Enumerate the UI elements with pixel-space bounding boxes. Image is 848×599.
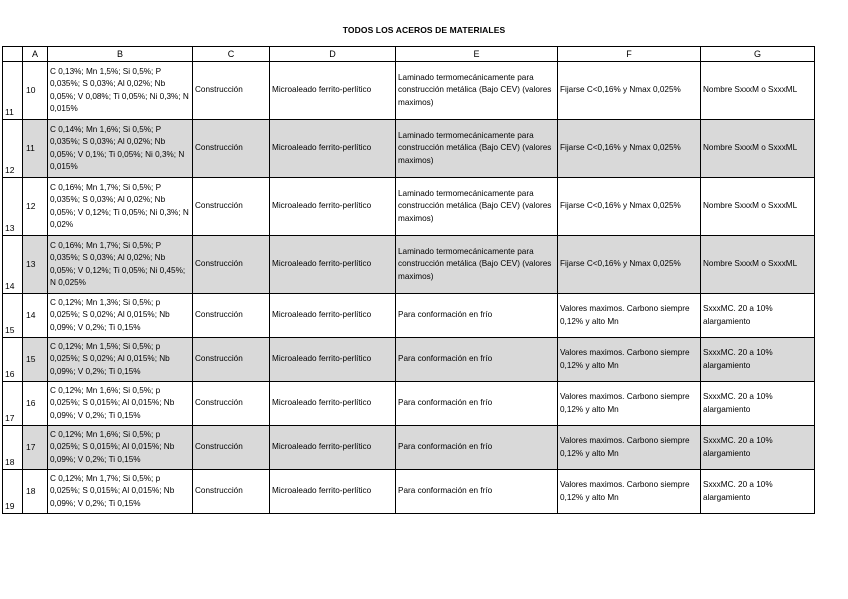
cell-c[interactable]: Construcción bbox=[193, 382, 270, 426]
table-row bbox=[3, 294, 815, 338]
cell-a[interactable]: 11 bbox=[23, 120, 48, 178]
cell-f[interactable]: Fijarse C<0,16% y Nmax 0,025% bbox=[558, 62, 701, 120]
cell-g[interactable]: SxxxMC. 20 a 10% alargamiento bbox=[701, 382, 815, 426]
column-header-e[interactable]: E bbox=[396, 47, 558, 62]
row-number[interactable]: 19 bbox=[3, 470, 23, 514]
cell-f[interactable]: Valores maximos. Carbono siempre 0,12% y alto Mn bbox=[558, 426, 701, 470]
cell-g[interactable]: Nombre SxxxM o SxxxML bbox=[701, 120, 815, 178]
cell-d[interactable]: Microaleado ferrito-perlítico bbox=[270, 338, 396, 382]
cell-d[interactable]: Microaleado ferrito-perlítico bbox=[270, 470, 396, 514]
cell-e[interactable]: Para conformación en frío bbox=[396, 294, 558, 338]
column-header-row bbox=[3, 47, 815, 62]
cell-e[interactable]: Para conformación en frío bbox=[396, 470, 558, 514]
column-header-a[interactable]: A bbox=[23, 47, 48, 62]
row-number[interactable]: 13 bbox=[3, 178, 23, 236]
cell-f[interactable]: Valores maximos. Carbono siempre 0,12% y alto Mn bbox=[558, 470, 701, 514]
cell-d[interactable]: Microaleado ferrito-perlítico bbox=[270, 382, 396, 426]
cell-b[interactable]: C 0,12%; Mn 1,7%; Si 0,5%; p 0,025%; S 0,015%; Al 0,015%; Nb 0,09%; V 0,2%; Ti 0,15% bbox=[48, 470, 193, 514]
cell-g[interactable]: SxxxMC. 20 a 10% alargamiento bbox=[701, 470, 815, 514]
cell-a[interactable]: 12 bbox=[23, 178, 48, 236]
cell-d[interactable]: Microaleado ferrito-perlítico bbox=[270, 426, 396, 470]
cell-g[interactable]: Nombre SxxxM o SxxxML bbox=[701, 236, 815, 294]
materials-table bbox=[2, 46, 815, 514]
cell-e[interactable]: Para conformación en frío bbox=[396, 426, 558, 470]
row-number[interactable]: 16 bbox=[3, 338, 23, 382]
row-number[interactable]: 12 bbox=[3, 120, 23, 178]
column-header-d[interactable]: D bbox=[270, 47, 396, 62]
cell-f[interactable]: Fijarse C<0,16% y Nmax 0,025% bbox=[558, 178, 701, 236]
cell-b[interactable]: C 0,12%; Mn 1,3%; Si 0,5%; p 0,025%; S 0,02%; Al 0,015%; Nb 0,09%; V 0,2%; Ti 0,15% bbox=[48, 294, 193, 338]
cell-c[interactable]: Construcción bbox=[193, 470, 270, 514]
cell-d[interactable]: Microaleado ferrito-perlítico bbox=[270, 62, 396, 120]
cell-a[interactable]: 15 bbox=[23, 338, 48, 382]
cell-f[interactable]: Valores maximos. Carbono siempre 0,12% y alto Mn bbox=[558, 382, 701, 426]
cell-e[interactable]: Laminado termomecánicamente para construcción metálica (Bajo CEV) (valores maximos) bbox=[396, 62, 558, 120]
cell-g[interactable]: SxxxMC. 20 a 10% alargamiento bbox=[701, 338, 815, 382]
cell-d[interactable]: Microaleado ferrito-perlítico bbox=[270, 294, 396, 338]
cell-d[interactable]: Microaleado ferrito-perlítico bbox=[270, 178, 396, 236]
cell-a[interactable]: 14 bbox=[23, 294, 48, 338]
column-header-c[interactable]: C bbox=[193, 47, 270, 62]
cell-e[interactable]: Laminado termomecánicamente para construcción metálica (Bajo CEV) (valores maximos) bbox=[396, 178, 558, 236]
cell-b[interactable]: C 0,12%; Mn 1,6%; Si 0,5%; p 0,025%; S 0,015%; Al 0,015%; Nb 0,09%; V 0,2%; Ti 0,15% bbox=[48, 426, 193, 470]
cell-e[interactable]: Laminado termomecánicamente para construcción metálica (Bajo CEV) (valores maximos) bbox=[396, 236, 558, 294]
cell-d[interactable]: Microaleado ferrito-perlítico bbox=[270, 236, 396, 294]
cell-g[interactable]: Nombre SxxxM o SxxxML bbox=[701, 62, 815, 120]
cell-d[interactable]: Microaleado ferrito-perlítico bbox=[270, 120, 396, 178]
cell-b[interactable]: C 0,14%; Mn 1,6%; Si 0,5%; P 0,035%; S 0,03%; Al 0,02%; Nb 0,05%; V 0,1%; Ti 0,05%; Ni 0,3%; N 0,015% bbox=[48, 120, 193, 178]
table-row bbox=[3, 236, 815, 294]
cell-f[interactable]: Fijarse C<0,16% y Nmax 0,025% bbox=[558, 120, 701, 178]
cell-a[interactable]: 17 bbox=[23, 426, 48, 470]
cell-c[interactable]: Construcción bbox=[193, 294, 270, 338]
table-row bbox=[3, 382, 815, 426]
cell-b[interactable]: C 0,12%; Mn 1,6%; Si 0,5%; p 0,025%; S 0,015%; Al 0,015%; Nb 0,09%; V 0,2%; Ti 0,15% bbox=[48, 382, 193, 426]
cell-b[interactable]: C 0,12%; Mn 1,5%; Si 0,5%; p 0,025%; S 0,02%; Al 0,015%; Nb 0,09%; V 0,2%; Ti 0,15% bbox=[48, 338, 193, 382]
row-number[interactable]: 15 bbox=[3, 294, 23, 338]
cell-b[interactable]: C 0,13%; Mn 1,5%; Si 0,5%; P 0,035%; S 0,03%; Al 0,02%; Nb 0,05%; V 0,08%; Ti 0,05%; Ni 0,3%; N 0,015% bbox=[48, 62, 193, 120]
table-row bbox=[3, 426, 815, 470]
table-row bbox=[3, 338, 815, 382]
header-corner bbox=[3, 47, 23, 62]
page-title: TODOS LOS ACEROS DE MATERIALES bbox=[342, 25, 506, 35]
cell-f[interactable]: Valores maximos. Carbono siempre 0,12% y alto Mn bbox=[558, 294, 701, 338]
table-row bbox=[3, 178, 815, 236]
cell-e[interactable]: Para conformación en frío bbox=[396, 338, 558, 382]
cell-e[interactable]: Para conformación en frío bbox=[396, 382, 558, 426]
table-row bbox=[3, 120, 815, 178]
row-number[interactable]: 17 bbox=[3, 382, 23, 426]
cell-f[interactable]: Fijarse C<0,16% y Nmax 0,025% bbox=[558, 236, 701, 294]
column-header-g[interactable]: G bbox=[701, 47, 815, 62]
table-row bbox=[3, 470, 815, 514]
table-row bbox=[3, 62, 815, 120]
cell-g[interactable]: SxxxMC. 20 a 10% alargamiento bbox=[701, 426, 815, 470]
cell-c[interactable]: Construcción bbox=[193, 426, 270, 470]
row-number[interactable]: 14 bbox=[3, 236, 23, 294]
row-number[interactable]: 18 bbox=[3, 426, 23, 470]
cell-c[interactable]: Construcción bbox=[193, 178, 270, 236]
cell-c[interactable]: Construcción bbox=[193, 120, 270, 178]
cell-a[interactable]: 10 bbox=[23, 62, 48, 120]
column-header-b[interactable]: B bbox=[48, 47, 193, 62]
cell-b[interactable]: C 0,16%; Mn 1,7%; Si 0,5%; P 0,035%; S 0,03%; Al 0,02%; Nb 0,05%; V 0,12%; Ti 0,05%; Ni 0,3%; N 0,02% bbox=[48, 178, 193, 236]
cell-a[interactable]: 16 bbox=[23, 382, 48, 426]
cell-g[interactable]: Nombre SxxxM o SxxxML bbox=[701, 178, 815, 236]
cell-f[interactable]: Valores maximos. Carbono siempre 0,12% y alto Mn bbox=[558, 338, 701, 382]
cell-c[interactable]: Construcción bbox=[193, 236, 270, 294]
column-header-f[interactable]: F bbox=[558, 47, 701, 62]
cell-c[interactable]: Construcción bbox=[193, 338, 270, 382]
row-number[interactable]: 11 bbox=[3, 62, 23, 120]
cell-g[interactable]: SxxxMC. 20 a 10% alargamiento bbox=[701, 294, 815, 338]
cell-c[interactable]: Construcción bbox=[193, 62, 270, 120]
cell-b[interactable]: C 0,16%; Mn 1,7%; Si 0,5%; P 0,035%; S 0,03%; Al 0,02%; Nb 0,05%; V 0,12%; Ti 0,05%; Ni 0,45%; N 0,025% bbox=[48, 236, 193, 294]
cell-a[interactable]: 13 bbox=[23, 236, 48, 294]
cell-e[interactable]: Laminado termomecánicamente para construcción metálica (Bajo CEV) (valores maximos) bbox=[396, 120, 558, 178]
cell-a[interactable]: 18 bbox=[23, 470, 48, 514]
